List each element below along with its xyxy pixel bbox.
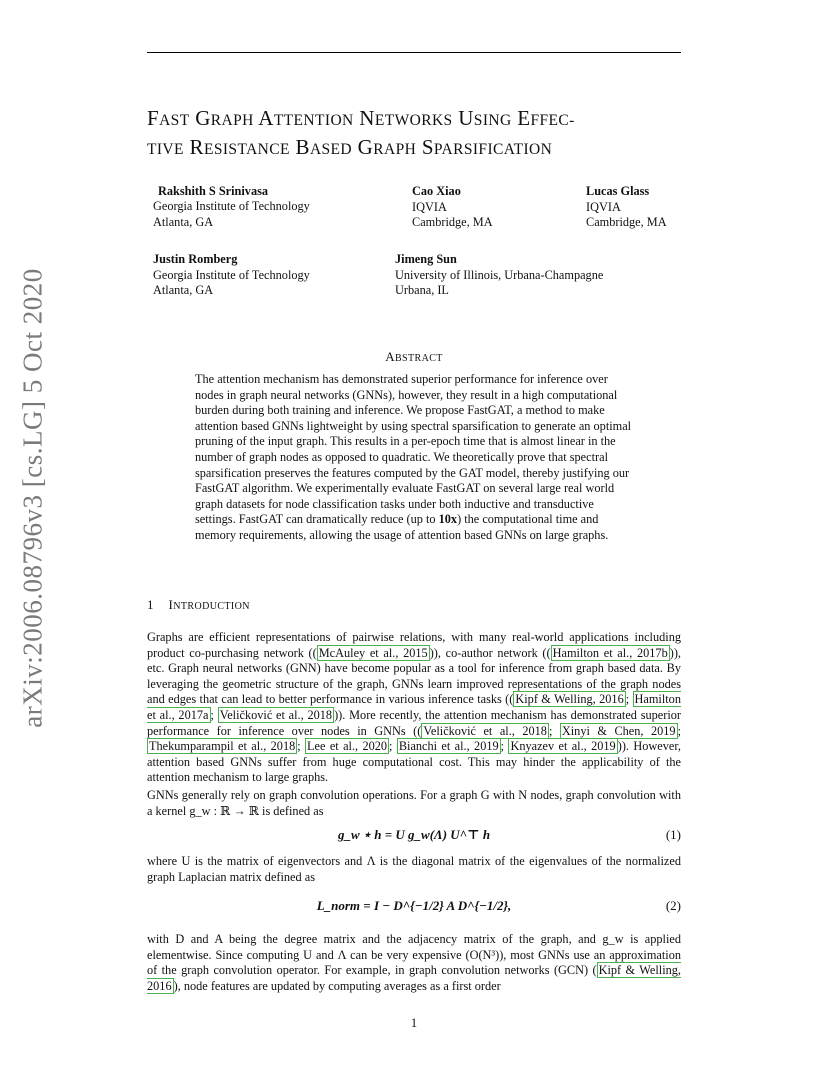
title-line-1: FAST GRAPH ATTENTION NETWORKS USING EFFEC- — [147, 106, 575, 130]
intro-paragraph-4: with D and A being the degree matrix and the adjacency matrix of the graph, and g_w is applied elementwise. Since computing U and Λ can be very expensive (O(N³)), most GNNs use an approximation of the graph convolution operator. For example, in graph convolution networks (GCN) ( Kipf & Welling, 2016 ), node features are updated by computing averages as a first order — [147, 932, 681, 993]
equation-1-number: (1) — [665, 827, 681, 842]
page-number: 1 — [410, 1016, 418, 1030]
equation-2-body: L_norm = I − D^{−1/2} A D^{−1/2}, — [316, 898, 512, 913]
author-affiliation: Georgia Institute of Technology — [153, 199, 310, 213]
paper-title — [147, 105, 707, 163]
author-block — [158, 184, 268, 200]
citation-link[interactable]: Xinyi & Chen, 2019 — [561, 723, 676, 738]
author-block — [586, 184, 667, 231]
citation-link[interactable]: Veličković et al., 2018 — [423, 723, 547, 738]
author-location: Cambridge, MA — [412, 215, 493, 229]
author-location: Urbana, IL — [395, 283, 449, 297]
author-block — [412, 184, 493, 231]
equation-1-body: g_w ⋆ h = U g_w(Λ) U^⊤ h — [337, 827, 491, 842]
abstract-body: The attention mechanism has demonstrated superior performance for inference over nodes in graph neural networks (GNNs), however, they result in a high computational burden during both training and inference. We propose FastGAT, a method to make attention based GNNs lightweight by using spectral sparsification to generate an optimal pruning of the input graph. This results in a per-epoch time that is almost linear in the number of graph nodes as opposed to quadratic. We theoretically prove that spectral sparsification preserves the features computed by the GAT model, thereby justifying our FastGAT algorithm. We experimentally evaluate FastGAT on several large real world graph datasets for node classification tasks under both inductive and transductive settings. FastGAT can dramatically reduce (up to 10x) the computational time and memory requirements, allowing the usage of attention based GNNs on large graphs. — [195, 372, 632, 542]
citation-link[interactable]: Knyazev et al., 2019 — [510, 739, 616, 754]
author-name: Rakshith S Srinivasa — [158, 184, 269, 198]
citation-link[interactable]: Kipf & Welling, 2016 — [147, 963, 681, 993]
citation-link[interactable]: Hamilton et al., 2017a — [147, 692, 681, 722]
intro-paragraph-1: Graphs are efficient representations of pairwise relations, with many real-world applications including product co-purchasing network (( McAuley et al., 2015 )), co-author network (( Hamilton et al., 2017b )), etc. Graph neural networks (GNN) have become popular as a tool for inference from graph based data. By leveraging the geometric structure of the graph, GNNs learn improved representations of the graph nodes and edges that can lead to better performance in various inference tasks (( Kipf & Welling, 2016 ; Hamilton et al., 2017a ; Veličković et al., 2018 )). More recently, the attention mechanism has demonstrated superior performance for inference over nodes in GNNs (( Veličković et al., 2018 ; Xinyi & Chen, 2019 ; Thekumparampil et al., 2018 ; Lee et al., 2020 ; Bianchi et al., 2019 ; Knyazev et al., 2019 )). However, attention based GNNs suffer from huge computational cost. This may hinder the applicability of the attention mechanism to large graphs. — [147, 630, 681, 785]
author-block — [395, 252, 603, 299]
abstract-bold-value: 10x — [438, 512, 458, 527]
author-affiliation-block — [153, 199, 310, 230]
citation-link[interactable]: Veličković et al., 2018 — [219, 707, 333, 722]
author-affiliation: IQVIA — [412, 199, 447, 214]
citation-link[interactable]: Bianchi et al., 2019 — [398, 739, 499, 754]
author-name: Jimeng Sun — [395, 252, 457, 266]
author-location: Cambridge, MA — [586, 215, 667, 229]
arxiv-sidebar-stamp: arXiv:2006.08796v3 [cs.LG] 5 Oct 2020 — [17, 268, 48, 728]
citation-link[interactable]: McAuley et al., 2015 — [318, 645, 428, 660]
equation-1 — [147, 827, 681, 843]
equation-2 — [147, 898, 681, 914]
equation-2-number: (2) — [665, 898, 681, 913]
author-name: Cao Xiao — [412, 184, 461, 198]
citation-link[interactable]: Lee et al., 2020 — [307, 739, 388, 754]
author-affiliation: University of Illinois, Urbana-Champagne — [395, 267, 604, 282]
abstract-heading: ABSTRACT — [385, 349, 443, 364]
intro-paragraph-3: where U is the matrix of eigenvectors and Λ is the diagonal matrix of the eigenvalues of the normalized graph Laplacian matrix defined as — [147, 854, 681, 884]
citation-link[interactable]: Kipf & Welling, 2016 — [515, 692, 624, 707]
author-affiliation: Georgia Institute of Technology — [153, 267, 310, 282]
title-line-2: TIVE RESISTANCE BASED GRAPH SPARSIFICATION — [147, 135, 553, 159]
top-rule — [147, 52, 681, 53]
author-location: Atlanta, GA — [153, 283, 214, 297]
citation-link[interactable]: Hamilton et al., 2017b — [552, 645, 668, 660]
section-heading-introduction: 1 INTRODUCTION — [147, 597, 250, 612]
author-name: Justin Romberg — [153, 252, 238, 266]
author-location: Atlanta, GA — [153, 214, 214, 229]
author-affiliation: IQVIA — [586, 199, 621, 214]
intro-paragraph-2: GNNs generally rely on graph convolution operations. For a graph G with N nodes, graph convolution with a kernel g_w : ℝ → ℝ is defined as — [147, 788, 681, 818]
author-block — [153, 252, 310, 299]
citation-link[interactable]: Thekumparampil et al., 2018 — [149, 739, 296, 754]
author-name: Lucas Glass — [586, 184, 650, 198]
